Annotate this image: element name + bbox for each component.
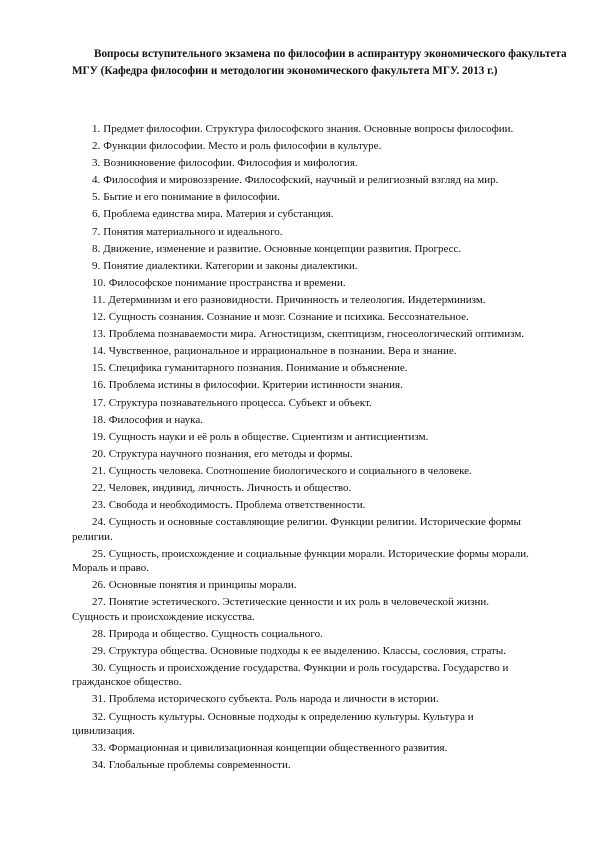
question-text: Детерминизм и его разновидности. Причинность и телеология. Индетерминизм.: [108, 293, 486, 306]
question-text: Природа и общество. Сущность социального.: [108, 627, 323, 640]
question-item: [72, 276, 532, 290]
question-number: 19.: [92, 430, 106, 443]
question-number: 14.: [92, 345, 106, 358]
question-item: [72, 578, 532, 592]
question-item: [72, 173, 532, 187]
question-text: Сущность и основные составляющие религии. Функции религии. Исторические формы религии.: [72, 516, 521, 543]
question-item: [72, 344, 532, 358]
question-number: 2.: [92, 140, 101, 153]
question-item: [72, 481, 532, 495]
question-number: 30.: [92, 661, 106, 674]
question-text: Структура научного познания, его методы и формы.: [108, 447, 353, 460]
question-item: [72, 741, 532, 755]
question-text: Свобода и необходимость. Проблема ответственности.: [108, 499, 366, 512]
question-number: 6.: [92, 208, 101, 221]
question-number: 4.: [92, 174, 101, 187]
question-text: Чувственное, рациональное и иррациональное в познании. Вера и знание.: [108, 345, 457, 358]
question-item: [72, 692, 532, 706]
question-item: [72, 242, 532, 256]
question-item: [72, 447, 532, 461]
question-text: Сущность сознания. Сознание и мозг. Сознание и психика. Бессознательное.: [108, 311, 469, 324]
question-text: Формационная и цивилизационная концепции общественного развития.: [108, 742, 448, 755]
question-text: Сущность культуры. Основные подходы к определению культуры. Культура и цивилизация.: [72, 710, 474, 737]
question-number: 11.: [92, 293, 106, 306]
question-number: 17.: [92, 396, 106, 409]
question-text: Понятия материального и идеального.: [103, 225, 283, 238]
question-number: 23.: [92, 499, 106, 512]
question-text: Философия и наука.: [108, 413, 203, 426]
question-item: [72, 396, 532, 410]
question-item: [72, 225, 532, 239]
question-number: 28.: [92, 627, 106, 640]
question-text: Предмет философии. Структура философского знания. Основные вопросы философии.: [103, 123, 514, 135]
question-item: [72, 498, 532, 512]
question-item: [72, 139, 532, 153]
question-number: 1.: [92, 123, 101, 135]
question-text: Философское понимание пространства и времени.: [108, 276, 346, 289]
question-text: Сущность, происхождение и социальные функции морали. Исторические формы морали. Мораль и право.: [72, 547, 529, 575]
question-text: Функции философии. Место и роль философии в культуре.: [103, 140, 382, 153]
question-item: [72, 310, 532, 324]
question-item: [72, 710, 532, 739]
question-text: Понятие диалектики. Категории и законы диалектики.: [103, 259, 358, 272]
question-item: [72, 661, 532, 690]
question-item: [72, 156, 532, 170]
question-number: 27.: [92, 596, 106, 609]
question-number: 25.: [92, 547, 106, 560]
question-text: Проблема единства мира. Материя и субстанция.: [103, 208, 334, 221]
question-number: 15.: [92, 362, 106, 375]
question-number: 21.: [92, 464, 106, 477]
question-item: [72, 627, 532, 641]
question-text: Проблема исторического субъекта. Роль народа и личности в истории.: [108, 693, 439, 706]
question-item: [72, 758, 532, 772]
question-number: 20.: [92, 447, 106, 460]
question-item: [72, 464, 532, 478]
question-number: 8.: [92, 242, 101, 255]
question-item: [72, 293, 532, 307]
question-item: [72, 122, 532, 136]
question-item: [72, 595, 532, 624]
question-item: [72, 413, 532, 427]
question-text: Возникновение философии. Философия и мифология.: [103, 157, 358, 170]
question-text: Структура общества. Основные подходы к ее выделению. Классы, сословия, страты.: [108, 644, 506, 657]
question-number: 13.: [92, 328, 106, 341]
question-number: 3.: [92, 157, 101, 170]
question-number: 22.: [92, 481, 106, 494]
question-item: [72, 547, 532, 576]
question-number: 33.: [92, 742, 106, 755]
question-number: 9.: [92, 259, 101, 272]
question-number: 10.: [92, 276, 106, 289]
question-text: Основные понятия и принципы морали.: [108, 579, 297, 592]
question-text: Бытие и его понимание в философии.: [103, 191, 280, 204]
question-number: 29.: [92, 644, 106, 657]
question-list: [72, 122, 532, 775]
question-number: 32.: [92, 710, 106, 723]
question-text: Глобальные проблемы современности.: [108, 759, 291, 772]
question-text: Проблема познаваемости мира. Агностицизм, скептицизм, гносеологический оптимизм.: [108, 328, 525, 341]
question-text: Понятие эстетического. Эстетические ценности и их роль в человеческой жизни. Сущность и происхождение искусства.: [72, 596, 489, 623]
question-text: Сущность и происхождение государства. Функции и роль государства. Государство и гражданское общество.: [72, 661, 509, 689]
question-number: 12.: [92, 311, 106, 324]
question-number: 5.: [92, 191, 101, 204]
question-item: [72, 190, 532, 204]
question-item: [72, 378, 532, 392]
question-text: Специфика гуманитарного познания. Понимание и объяснение.: [108, 362, 408, 375]
question-number: 26.: [92, 579, 106, 592]
question-number: 16.: [92, 379, 106, 392]
document-title: Вопросы вступительного экзамена по философии в аспирантуру экономического факультета МГУ (Кафедра философии и методологии экономического факультета МГУ. 2013 г.): [72, 48, 567, 77]
question-item: [72, 259, 532, 273]
question-item: [72, 327, 532, 341]
question-number: 31.: [92, 693, 106, 706]
question-text: Структура познавательного процесса. Субъект и объект.: [108, 396, 372, 409]
question-item: [72, 207, 532, 221]
question-text: Сущность человека. Соотношение биологического и социального в человеке.: [108, 464, 472, 477]
question-number: 24.: [92, 516, 106, 529]
question-text: Сущность науки и её роль в обществе. Сциентизм и антисциентизм.: [108, 430, 429, 443]
question-text: Философия и мировоззрение. Философский, научный и религиозный взгляд на мир.: [103, 174, 499, 187]
question-text: Движение, изменение и развитие. Основные концепции развития. Прогресс.: [103, 242, 462, 255]
question-text: Проблема истины в философии. Критерии истинности знания.: [108, 379, 403, 392]
question-number: 18.: [92, 413, 106, 426]
question-item: [72, 361, 532, 375]
question-item: [72, 430, 532, 444]
question-item: [72, 644, 532, 658]
question-number: 7.: [92, 225, 101, 238]
question-text: Человек, индивид, личность. Личность и общество.: [108, 481, 352, 494]
question-number: 34.: [92, 759, 106, 772]
question-item: [72, 515, 532, 544]
